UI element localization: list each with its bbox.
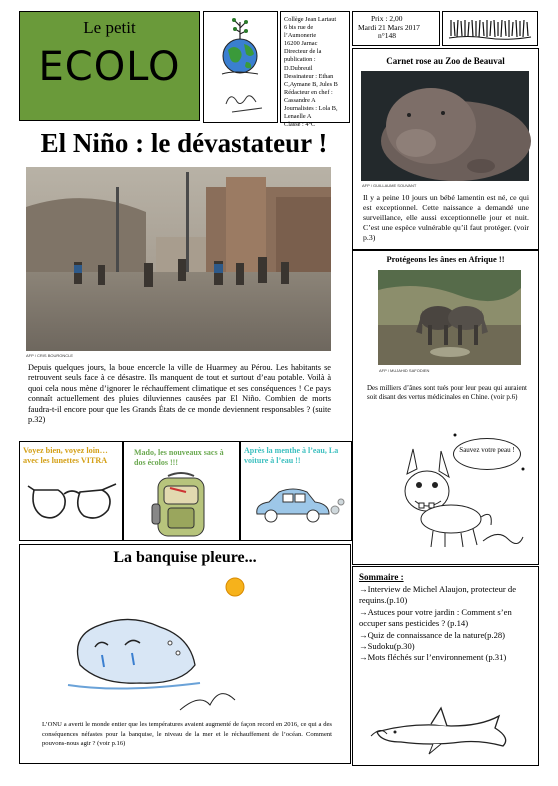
issue-date: Mardi 21 Mars 2017 (358, 22, 420, 32)
colophon-line: Classe : 4°C (284, 121, 316, 129)
banquise-title: La banquise pleure... (113, 549, 257, 566)
teaser-glasses-title: Voyez bien, voyez loin… avec les lunettes VITRA (23, 446, 108, 465)
title-small: Le petit (83, 18, 136, 37)
colophon-line: Collège Jean Lartaut (284, 16, 337, 23)
teaser-glasses[interactable] (19, 441, 123, 541)
manatee-caption: AFP / GUILLAUME SOUVANT (362, 183, 417, 188)
barcode (442, 11, 538, 46)
flood-photo-caption: AFP / CRIS BOURONCLE (26, 353, 74, 358)
colophon-line: 6 bis rue de (284, 24, 314, 32)
zoo-body: Il y a peine 10 jours un bébé lamentin est né, ce qui est exceptionnel. Cette naissance a demandé une surveillance, elle aussi exceptionnelle jour et nuit. C’est une espèce vulnérable qu’il faut protéger. (voir p.3) (363, 193, 529, 242)
colophon-line: Dessinateur : Ethan (284, 72, 334, 80)
speech-bubble-text: Sauvez votre peau ! (459, 446, 515, 454)
colophon-line: l’Aumonerie (284, 32, 317, 40)
colophon-line: C,Aymane B, Jules B (284, 80, 338, 88)
sommaire-box (352, 566, 539, 766)
price-box (352, 11, 440, 46)
donkey-body: Des milliers d’ânes sont tués pour leur peau qui auraient soit disant des vertus médicinales en Chine. (voir p.6) (367, 384, 527, 401)
issue-number: n°148 (378, 31, 396, 40)
donkey-title: Protégeons les ânes en Afrique !! (386, 254, 505, 264)
colophon-line: Journalistes : Lola B, (284, 105, 338, 113)
shark-drawing (371, 702, 521, 762)
colophon-line: 16200 Jarnac (284, 40, 318, 48)
sommaire-list (359, 584, 537, 664)
melting-ice-drawing (60, 575, 270, 720)
sommaire-item[interactable]: →Astuces pour votre jardin : Comment s’en occuper sans pesticides ? (p.14) (359, 606, 512, 629)
teaser-car-title: Après la menthe à l’eau, La voiture à l’eau !! (244, 446, 339, 465)
colophon-line: Lenaelle A (284, 113, 312, 121)
price: Prix : 2,00 (371, 14, 403, 23)
manatee-photo (361, 71, 529, 181)
banquise-article (19, 544, 351, 764)
sommaire-item[interactable]: →Sudoku(p.30) (359, 641, 415, 652)
glasses-icon (28, 478, 118, 528)
headline-title: El Niño : le dévastateur ! (40, 128, 328, 158)
banquise-body: L’ONU a averti le monde entier que les températures avaient augmenté de façon record en 2016, ce qui a des conséquences néfastes pour la banquise, le niveau de la mer et le réchauffement de l’océan. Comment pouvons-nous agir ? (voir p.16) (42, 721, 332, 748)
colophon-line: Cassandre A (284, 96, 316, 104)
sommaire-item[interactable]: →Quiz de connaissance de la nature(p.28) (359, 629, 506, 640)
globe-tree-icon (204, 12, 277, 122)
zoo-title: Carnet rose au Zoo de Beauval (386, 56, 505, 66)
barcode-icon (447, 18, 533, 40)
colophon (280, 11, 350, 129)
donkey-caption: AFP / MUJAHID SAFODIEN (379, 368, 430, 373)
teaser-car[interactable] (240, 441, 352, 541)
masthead-globe-logo (203, 11, 278, 123)
flood-photo (26, 167, 331, 351)
teaser-backpack[interactable] (123, 441, 240, 541)
donkey-drawing (383, 429, 528, 551)
sommaire-title: Sommaire : (359, 572, 404, 582)
colophon-line: Directeur de la (284, 48, 322, 56)
sommaire-item[interactable]: →Mots fléchés sur l’environnement (p.31) (359, 652, 507, 663)
donkey-article (352, 250, 539, 565)
zoo-article (352, 48, 539, 250)
car-icon (249, 482, 349, 532)
donkey-photo (378, 270, 521, 365)
colophon-line: D.Dubreuil (284, 64, 313, 72)
colophon-line: publication : (284, 56, 316, 64)
backpack-icon (146, 470, 216, 540)
headline-body: Depuis quelques jours, la boue encercle la ville de Huarmey au Pérou. Les habitants se retrouvent seuls face à ce désastre. Ils manquent de tout et surtout d’eau potable. Voilà à quoi cela nous mène d’ignorer le réchauffement climatique et ses conséquences ! Ce pays connaît actuellement des pluies diluviennes causées par El Niño. Combien de morts faudra-t-il encore pour que les Grands États de ce monde deviennent responsables ? (suite p.32) (28, 363, 331, 425)
sommaire-item[interactable]: →Interview de Michel Alaujon, protecteur de requins.(p.10) (359, 584, 517, 606)
teaser-backpack-title: Mado, les nouveaux sacs à dos écolos !!! (134, 448, 224, 467)
title-big: ECOLO (38, 44, 181, 90)
masthead-logo (19, 11, 200, 121)
colophon-line: Rédacteur en chef : (284, 88, 333, 96)
